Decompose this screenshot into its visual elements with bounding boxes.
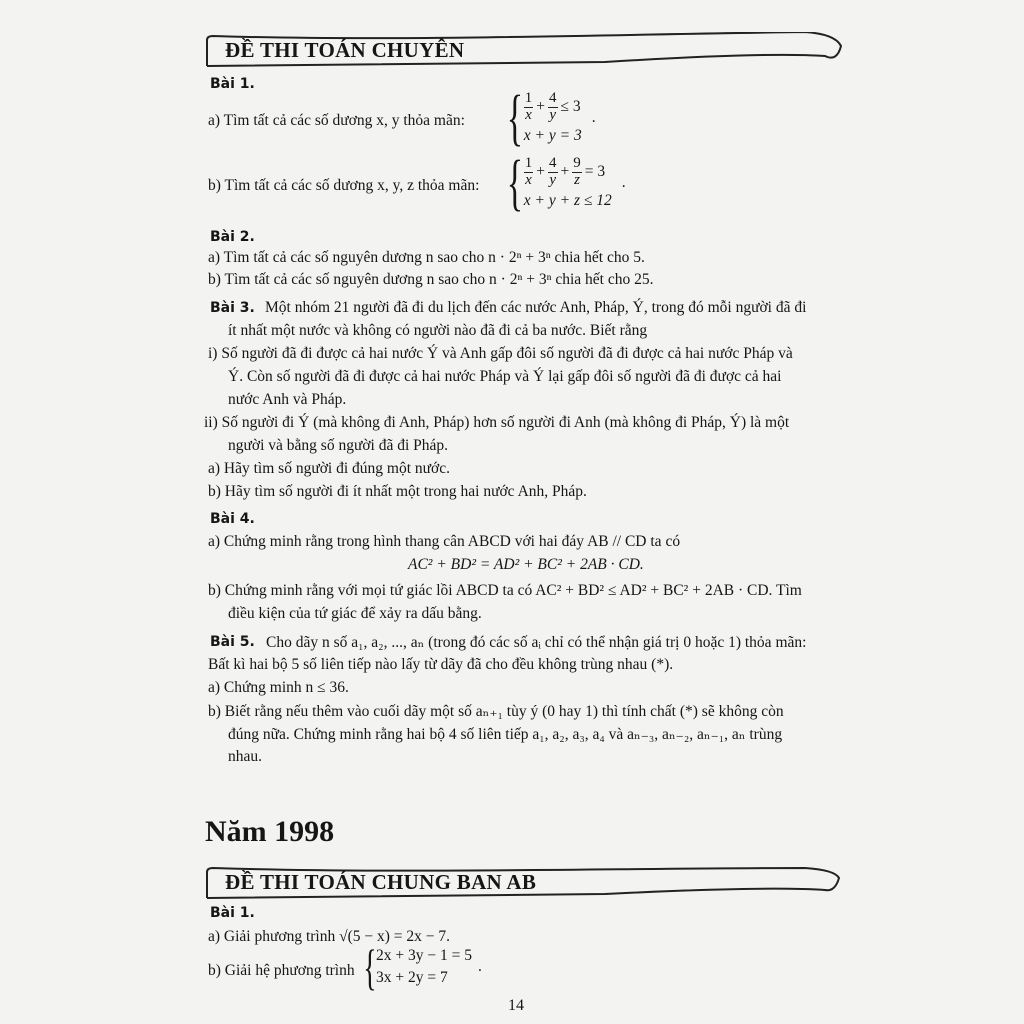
period: . <box>591 109 596 126</box>
equation-row: 2x + 3y − 1 = 5 <box>376 947 472 964</box>
bai1-label: Bài 1. <box>210 905 255 921</box>
bai1-a: a) Giải phương trình √(5 − x) = 2x − 7. <box>208 928 451 945</box>
bai5-line: nhau. <box>228 748 263 765</box>
denominator: y <box>549 106 557 123</box>
numerator: 4 <box>549 89 557 106</box>
numerator: 1 <box>524 154 533 171</box>
denominator: y <box>549 171 557 188</box>
bai1-label: Bài 1. <box>210 76 255 92</box>
section-title: ĐỀ THI TOÁN CHUNG BAN AB <box>225 870 537 894</box>
numerator: 4 <box>549 154 557 171</box>
bai1-b-text: b) Giải hệ phương trình <box>208 962 355 979</box>
bai3-line: i) Số người đã đi được cả hai nước Ý và Anh gấp đôi số người đã đi được cả hai nước Pháp và <box>208 345 793 362</box>
bai4-line: a) Chứng minh rằng trong hình thang cân ABCD với hai đáy AB // CD ta có <box>208 533 681 550</box>
bai3-line: ít nhất một nước và không có người nào đã đi cả ba nước. Biết rằng <box>228 322 648 339</box>
bai1-b-system: { $\frac{1}{x}$ + $\frac{4}{y}$ + $\frac{9}{z}$ = 3 x + y + z ≤ 12 . <box>506 149 626 217</box>
bai1-b-text: b) Tìm tất cả các số dương x, y, z thỏa mãn: <box>208 177 480 194</box>
denominator: z <box>574 171 580 188</box>
bai5-line: Bất kì hai bộ 5 số liên tiếp nào lấy từ dãy đã cho đều không trùng nhau (*). <box>208 656 674 673</box>
bai3-line: ii) Số người đi Ý (mà không đi Anh, Pháp) hơn số người đi Anh (mà không đi Pháp, Ý) là một <box>204 414 790 431</box>
bai3-line: nước Anh và Pháp. <box>228 391 347 408</box>
bai4-line: điều kiện của tứ giác để xảy ra dấu bằng. <box>228 605 482 622</box>
equation-row: x + y + z ≤ 12 <box>523 192 612 210</box>
numerator: 9 <box>573 154 581 171</box>
bai3-line: người và bằng số người đã đi Pháp. <box>228 437 449 454</box>
bai2-label: Bài 2. <box>210 229 255 245</box>
denominator: x <box>525 106 532 123</box>
bai4-formula: AC² + BD² = AD² + BC² + 2AB · CD. <box>408 556 644 573</box>
section-title: ĐỀ THI TOÁN CHUYÊN <box>225 38 465 62</box>
page-number: 14 <box>508 997 524 1014</box>
section-header <box>205 864 835 900</box>
period: . <box>477 958 482 975</box>
brace-icon: { <box>506 149 524 217</box>
bai2-b: b) Tìm tất cả các số nguyên dương n sao cho n · 2ⁿ + 3ⁿ chia hết cho 25. <box>208 271 654 288</box>
relation: = 3 <box>584 163 606 180</box>
brace-icon: { <box>506 84 524 152</box>
year-heading: Năm 1998 <box>205 815 335 848</box>
bai3-line: b) Hãy tìm số người đi ít nhất một trong hai nước Anh, Pháp. <box>208 483 587 500</box>
brace-icon: { <box>363 939 377 995</box>
equation-row: 3x + 2y = 7 <box>376 969 448 986</box>
bai3-line: Một nhóm 21 người đã đi du lịch đến các nước Anh, Pháp, Ý, trong đó mỗi người đã đi <box>265 299 807 316</box>
bai5-line: Cho dãy n số a₁, a₂, ..., aₙ (trong đó các số aᵢ chỉ có thể nhận giá trị 0 hoặc 1) thỏa mãn: <box>266 634 807 651</box>
bai3-line: Ý. Còn số người đã đi được cả hai nước Pháp và Ý lại gấp đôi số người đã đi được cả hai <box>228 368 782 385</box>
bai5-line: b) Biết rằng nếu thêm vào cuối dãy một số aₙ₊₁ tùy ý (0 hay 1) thì tính chất (*) sẽ không còn <box>208 703 784 720</box>
bai4-line: b) Chứng minh rằng với mọi tứ giác lồi ABCD ta có AC² + BD² ≤ AD² + BC² + 2AB · CD. Tìm <box>208 582 802 599</box>
bai5-line: đúng nữa. Chứng minh rằng hai bộ 4 số liên tiếp a₁, a₂, a₃, a₄ và aₙ₋₃, aₙ₋₂, aₙ₋₁, aₙ trùng <box>228 726 783 743</box>
numerator: 1 <box>524 89 533 106</box>
period: . <box>621 174 626 191</box>
bai5-line: a) Chứng minh n ≤ 36. <box>208 679 349 696</box>
equation-row: x + y = 3 <box>523 127 582 145</box>
bai5-label: Bài 5. <box>210 634 255 650</box>
bai3-line: a) Hãy tìm số người đi đúng một nước. <box>208 460 450 477</box>
bai4-label: Bài 4. <box>210 511 255 527</box>
section-header <box>205 32 835 68</box>
denominator: x <box>525 171 532 188</box>
bai3-label: Bài 3. <box>210 300 255 316</box>
relation: ≤ 3 <box>560 98 581 115</box>
bai1-b-system <box>358 939 482 995</box>
bai2-a: a) Tìm tất cả các số nguyên dương n sao cho n · 2ⁿ + 3ⁿ chia hết cho 5. <box>208 249 645 266</box>
bai1-a-system: { $\frac{1}{x}$ + $\frac{4}{y}$ ≤ 3 x + y = 3 . <box>506 84 596 152</box>
bai1-a-text: a) Tìm tất cả các số dương x, y thỏa mãn: <box>208 112 465 129</box>
